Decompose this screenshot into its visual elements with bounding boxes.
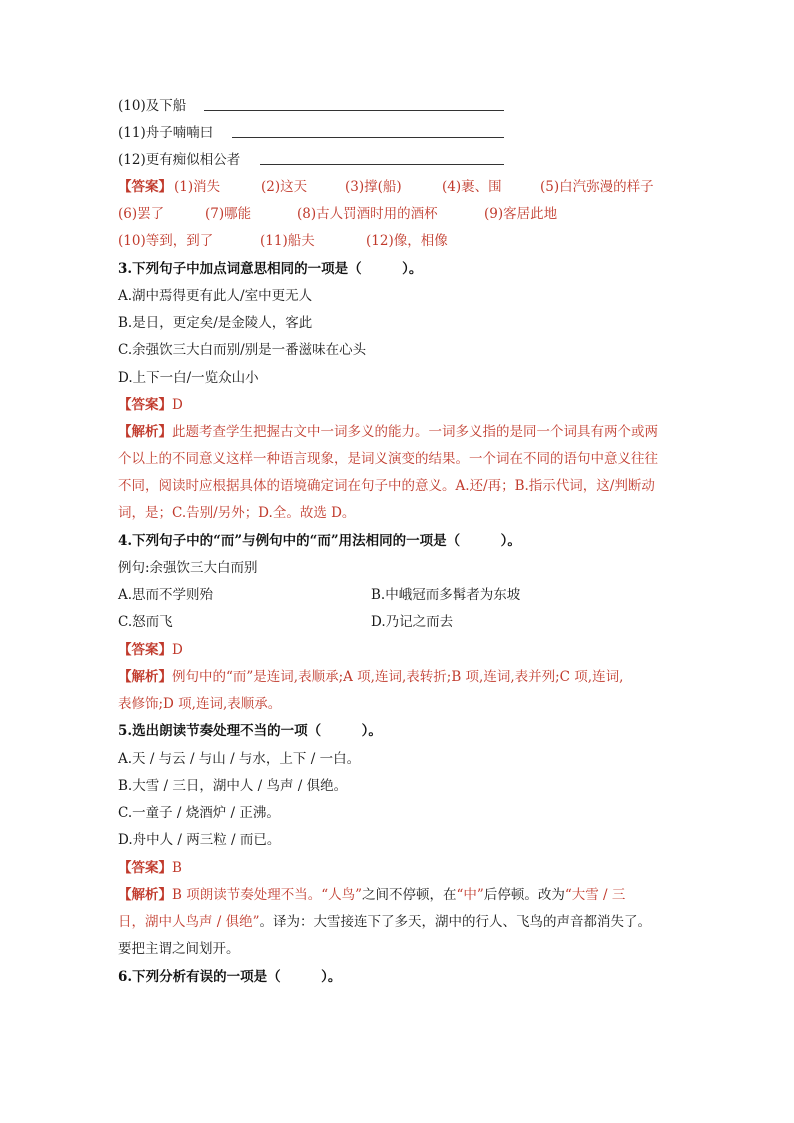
answer-item: (11)船夫 (260, 233, 315, 249)
vocab-answer-row-3 (118, 231, 448, 251)
q3-option-a: A.湖中焉得更有此人/室中更无人 (118, 288, 313, 304)
q4-options-row-1 (118, 585, 521, 605)
answer-item: (12)像，相像 (366, 233, 448, 249)
answer-item: (2)这天 (261, 179, 308, 195)
q5-option-c: C.一童子 / 烧酒炉 / 正沸。 (118, 805, 280, 821)
question-6-stem: 6.下列分析有误的一项是（ ）。 (118, 969, 342, 985)
q3-option-c: C.余强饮三大白而别/别是一番滋味在心头 (118, 342, 367, 358)
vocab-answer-row-1 (118, 177, 654, 197)
q4-options-row-2 (118, 612, 454, 632)
q4-option-c: C.怒而飞 (118, 614, 173, 630)
analysis-text: 之间不停顿，在 (362, 887, 457, 903)
analysis-quote: “中” (456, 887, 484, 903)
vocab-item-10 (118, 96, 186, 116)
answer-item: (10)等到，到了 (118, 233, 214, 249)
q4-analysis-line-1 (118, 667, 623, 687)
analysis-text: 此题考查学生把握古文中一词多义的能力。一词多义指的是同一个词具有两个或两 (172, 424, 658, 440)
analysis-tag: 【解析】 (118, 887, 172, 903)
answer-item: (5)白汽弥漫的样子 (540, 179, 654, 195)
q4-answer (118, 640, 183, 660)
answer-item: (6)罢了 (118, 206, 165, 222)
q3-analysis-line-4: 词，是；C.告别/另外；D.全。故选 D。 (118, 505, 356, 521)
analysis-tag: 【解析】 (118, 669, 172, 685)
question-5-stem: 5.选出朗读节奏处理不当的一项（ ）。 (118, 723, 382, 739)
answer-blank (204, 96, 504, 111)
vocab-answer-row-2 (118, 204, 558, 224)
q5-option-a: A.天 / 与云 / 与山 / 与水，上下 / 一白。 (118, 751, 361, 767)
question-4-stem: 4.下列句子中的“而”与例句中的“而”用法相同的一项是（ ）。 (118, 533, 521, 549)
q3-option-b: B.是日，更定矣/是金陵人，客此 (118, 315, 313, 331)
q4-option-d: D.乃记之而去 (371, 614, 454, 630)
q4-option-b: B.中峨冠而多髯者为东坡 (371, 587, 521, 603)
q4-analysis-line-2: 表修饰;D 项,连词,表顺承。 (118, 696, 282, 712)
q5-option-d: D.舟中人 / 两三粒 / 而已。 (118, 832, 281, 848)
q5-answer (118, 858, 182, 878)
q3-option-d: D.上下一白/一览众山小 (118, 370, 259, 386)
q4-example: 例句:余强饮三大白而别 (118, 560, 258, 576)
analysis-text: B 项朗读节奏处理不当。 (172, 887, 322, 903)
analysis-text: 例句中的“而”是连词,表顺承;A 项,连词,表转折;B 项,连词,表并列;C 项,连词, (172, 669, 624, 685)
q5-analysis-line-1 (118, 885, 625, 905)
q3-analysis-line-1 (118, 422, 658, 442)
answer-value: D (172, 642, 183, 658)
question-3-stem: 3.下列句子中加点词意思相同的一项是（ ）。 (118, 261, 423, 277)
answer-value: D (172, 397, 183, 413)
q5-analysis-line-2 (118, 912, 651, 932)
answer-item: (7)哪能 (205, 206, 252, 222)
answer-item: (8)古人罚酒时用的酒杯 (297, 206, 438, 222)
analysis-text: 后停顿。改为 (483, 887, 565, 903)
answer-tag: 【答案】 (118, 179, 172, 195)
analysis-quote: 日，湖中人鸟声 / 俱绝” (118, 914, 260, 930)
answer-item: (4)裹、围 (442, 179, 502, 195)
answer-tag: 【答案】 (118, 397, 172, 413)
q3-analysis-line-2: 个以上的不同意义这样一种语言现象，是词义演变的结果。一个词在不同的语句中意义往往 (118, 451, 658, 467)
q5-analysis-line-3: 要把主谓之间划开。 (118, 941, 240, 957)
answer-value: B (172, 860, 182, 876)
analysis-quote: “人鸟” (321, 887, 363, 903)
answer-tag: 【答案】 (118, 860, 172, 876)
answer-blank (232, 123, 504, 138)
answer-item: (9)客居此地 (484, 206, 558, 222)
q5-option-b: B.大雪 / 三日，湖中人 / 鸟声 / 俱绝。 (118, 778, 348, 794)
vocab-label: (10)及下船 (118, 98, 187, 114)
q3-answer (118, 395, 183, 415)
answer-blank (260, 150, 504, 165)
analysis-tag: 【解析】 (118, 424, 172, 440)
analysis-quote: “大雪 / 三 (564, 887, 626, 903)
answer-tag: 【答案】 (118, 642, 172, 658)
q4-option-a: A.思而不学则殆 (118, 587, 214, 603)
vocab-label: (12)更有痴似相公者 (118, 152, 241, 168)
answer-item: (1)消失 (174, 179, 221, 195)
answer-item: (3)撑(船) (345, 179, 402, 195)
analysis-text: 。译为：大雪接连下了多天，湖中的行人、飞鸟的声音都消失了。 (259, 914, 652, 930)
vocab-item-11 (118, 123, 213, 143)
vocab-item-12 (118, 150, 240, 170)
vocab-label: (11)舟子喃喃曰 (118, 125, 214, 141)
q3-analysis-line-3: 不同，阅读时应根据具体的语境确定词在句子中的意义。A.还/再；B.指示代词，这/判断动 (118, 478, 655, 494)
